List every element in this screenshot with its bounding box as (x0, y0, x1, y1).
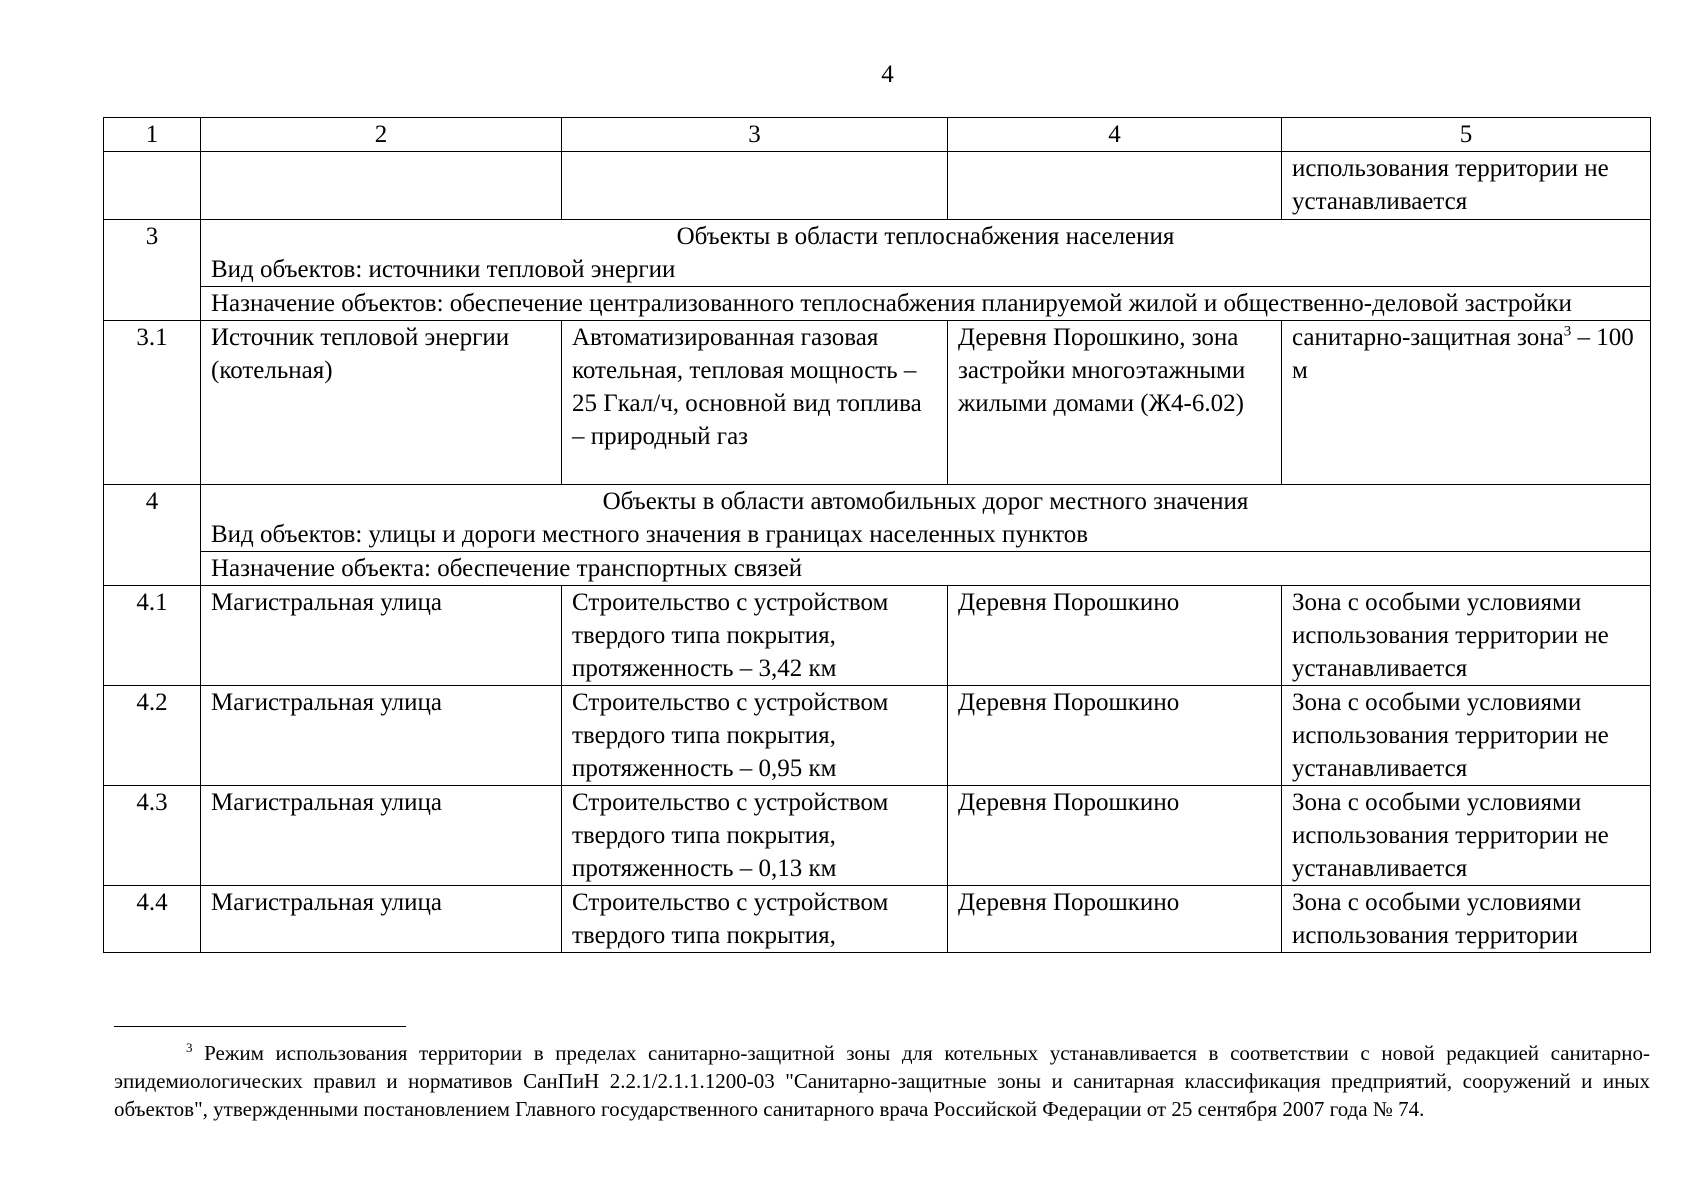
object-name: Магистральная улица (201, 586, 562, 686)
section-3-title: Объекты в области теплоснабжения населения (676, 223, 1175, 250)
object-location: Деревня Порошкино (948, 686, 1282, 786)
table-row (104, 786, 1651, 886)
object-characteristics: Строительство с устройством твердого типа покрытия, (562, 886, 948, 953)
continued-row-name (201, 152, 562, 220)
object-location: Деревня Порошкино (948, 886, 1282, 953)
section-4-number: 4 (104, 485, 201, 586)
column-number-5: 5 (1282, 118, 1651, 152)
footnote-separator (114, 1026, 406, 1027)
row-number: 4.3 (104, 786, 201, 886)
zone-text: санитарно-защитная зона (1292, 324, 1564, 351)
object-characteristics: Строительство с устройством твердого типа покрытия, протяженность – 0,13 км (562, 786, 948, 886)
section-4-title: Объекты в области автомобильных дорог местного значения (602, 488, 1249, 515)
object-location: Деревня Порошкино, зона застройки многоэтажными жилыми домами (Ж4-6.02) (948, 321, 1282, 485)
section-3-purpose: Назначение объектов: обеспечение централизованного теплоснабжения планируемой жилой и общественно-деловой застройки (201, 287, 1651, 321)
column-number-3: 3 (562, 118, 948, 152)
footnote-text: Режим использования территории в пределах санитарно-защитной зоны для котельных устанавливается в соответствии с новой редакцией санитарно-эпидемиологических правил и нормативов СанПиН 2.2.1/2.1.1.1200-03 "Санитарно-защитные зоны и санитарная классификация предприятий, сооружений и иных объектов", утвержденными постановлением Главного государственного санитарного врача Российской Федерации от 25 сентября 2007 года № 74. (114, 1041, 1650, 1121)
section-3-header-cell (201, 220, 1651, 287)
table-row (104, 321, 1651, 485)
object-location: Деревня Порошкино (948, 586, 1282, 686)
continued-row-number (104, 152, 201, 220)
object-zone: Зона с особыми условиями использования территории не устанавливается (1282, 686, 1651, 786)
object-name: Источник тепловой энергии (котельная) (201, 321, 562, 485)
object-name: Магистральная улица (201, 786, 562, 886)
continued-row-location (948, 152, 1282, 220)
section-3-header-row (104, 220, 1651, 287)
row-number: 4.4 (104, 886, 201, 953)
section-3-purpose-row (104, 287, 1651, 321)
object-zone: Зона с особыми условиями использования территории не устанавливается (1282, 586, 1651, 686)
table-row (104, 686, 1651, 786)
object-location: Деревня Порошкино (948, 786, 1282, 886)
section-4-kind: Вид объектов: улицы и дороги местного значения в границах населенных пунктов (211, 521, 1089, 548)
object-name: Магистральная улица (201, 886, 562, 953)
objects-table (103, 117, 1651, 953)
object-characteristics: Строительство с устройством твердого типа покрытия, протяженность – 3,42 км (562, 586, 948, 686)
object-characteristics: Автоматизированная газовая котельная, тепловая мощность – 25 Гкал/ч, основной вид топлива – природный газ (562, 321, 948, 485)
section-4-header-row (104, 485, 1651, 552)
page-number: 4 (881, 61, 894, 88)
object-zone: Зона с особыми условиями использования территории (1282, 886, 1651, 953)
object-zone (1282, 321, 1651, 485)
footnote-marker: 3 (186, 1040, 193, 1055)
row-number: 4.2 (104, 686, 201, 786)
continued-row (104, 152, 1651, 220)
table-row (104, 886, 1651, 953)
footnote (114, 1039, 1650, 1123)
column-number-4: 4 (948, 118, 1282, 152)
object-name: Магистральная улица (201, 686, 562, 786)
object-characteristics: Строительство с устройством твердого типа покрытия, протяженность – 0,95 км (562, 686, 948, 786)
section-4-purpose-row (104, 552, 1651, 586)
row-number: 3.1 (104, 321, 201, 485)
column-number-2: 2 (201, 118, 562, 152)
footnote-reference: 3 (1563, 323, 1572, 340)
row-number: 4.1 (104, 586, 201, 686)
section-3-number: 3 (104, 220, 201, 321)
section-3-kind: Вид объектов: источники тепловой энергии (211, 256, 676, 283)
section-4-header-cell (201, 485, 1651, 552)
table-row (104, 586, 1651, 686)
object-zone: Зона с особыми условиями использования территории не устанавливается (1282, 786, 1651, 886)
section-4-purpose: Назначение объекта: обеспечение транспортных связей (201, 552, 1651, 586)
column-number-1: 1 (104, 118, 201, 152)
zone-distance: – 100 м (1292, 324, 1634, 384)
column-number-row (104, 118, 1651, 152)
continued-row-zone: использования территории не устанавливается (1282, 152, 1651, 220)
continued-row-characteristics (562, 152, 948, 220)
